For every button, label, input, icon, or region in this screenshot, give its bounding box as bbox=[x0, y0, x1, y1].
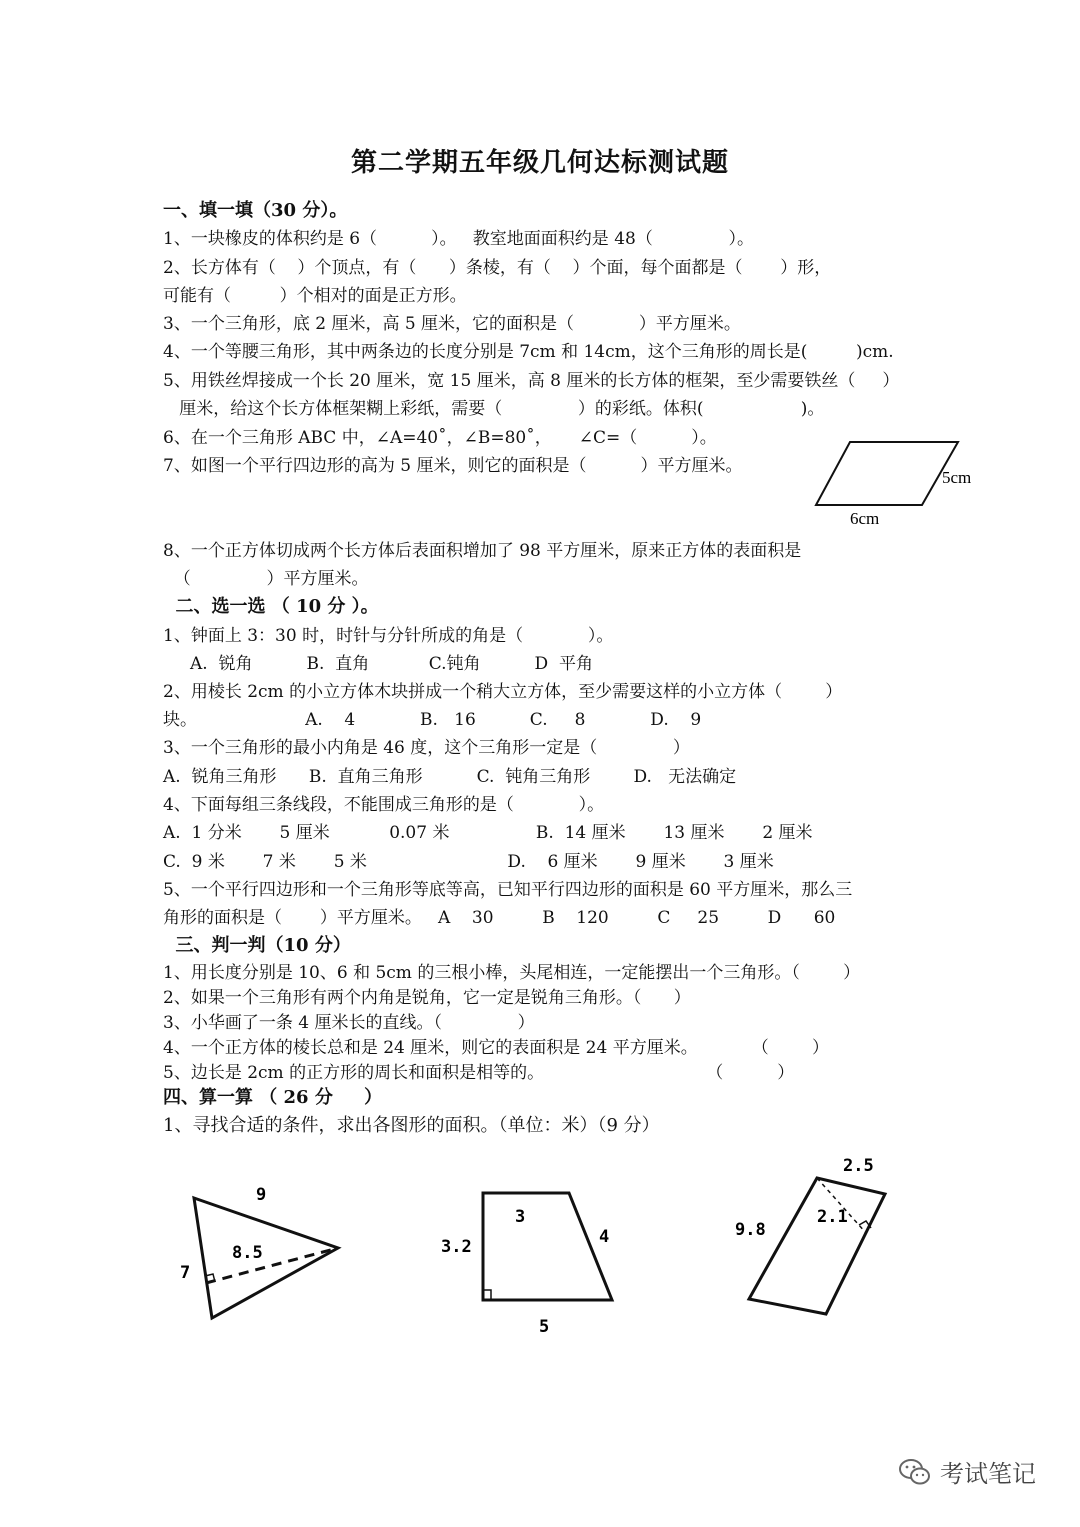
s1-q7: 7、如图一个平行四边形的高为 5 厘米，则它的面积是（ ）平方厘米。 bbox=[163, 456, 743, 476]
wechat-icon bbox=[898, 1458, 932, 1486]
triangle-top-label: 9 bbox=[256, 1185, 267, 1205]
s1-q1: 1、一块橡皮的体积约是 6（ ）。 教室地面面积约是 48（ ）。 bbox=[163, 229, 754, 249]
parallelogram2-figure bbox=[725, 1148, 900, 1323]
s3-q3: 3、小华画了一条 4 厘米长的直线。（ ） bbox=[163, 1013, 535, 1033]
parallelogram2-left-label: 9.8 bbox=[735, 1220, 766, 1240]
s2-q1: 1、钟面上 3：30 时，时针与分针所成的角是（ ）。 bbox=[163, 626, 614, 646]
s1-q2a: 2、长方体有（ ）个顶点，有（ ）条棱，有（ ）个面，每个面都是（ ）形， bbox=[163, 258, 832, 278]
parallelogram2-height-label: 2.1 bbox=[817, 1207, 848, 1227]
trapezoid-top-label: 3 bbox=[515, 1207, 526, 1227]
s2-q5a: 5、一个平行四边形和一个三角形等底等高，已知平行四边形的面积是 60 平方厘米，那么三 bbox=[163, 880, 853, 900]
s1-q8b: （ ）平方厘米。 bbox=[163, 569, 369, 589]
trapezoid-left-label: 3.2 bbox=[441, 1237, 472, 1257]
s2-q2a: 2、用棱长 2cm 的小立方体木块拼成一个稍大立方体，至少需要这样的小立方体（ ） bbox=[163, 682, 843, 702]
s1-q5a: 5、用铁丝焊接成一个长 20 厘米，宽 15 厘米，高 8 厘米的长方体的框架，至少需要铁丝（ ） bbox=[163, 371, 900, 391]
s2-q1-options: A. 锐角 B. 直角 C.钝角 D 平角 bbox=[163, 654, 593, 674]
s4-q1: 1、寻找合适的条件，求出各图形的面积。（单位：米）（9 分） bbox=[163, 1115, 660, 1136]
parallelogram-base-label: 6cm bbox=[850, 509, 880, 528]
watermark-text: 考试笔记 bbox=[940, 1460, 1036, 1488]
page-title: 第二学期五年级几何达标测试题 bbox=[350, 148, 729, 178]
s2-q3-options: A. 锐角三角形 B. 直角三角形 C. 钝角三角形 D. 无法确定 bbox=[163, 767, 737, 787]
s3-q1: 1、用长度分别是 10、6 和 5cm 的三根小棒，头尾相连，一定能摆出一个三角形。（ ） bbox=[163, 963, 861, 983]
section-2-header: 二、选一选 （ 10 分 ）。 bbox=[163, 596, 379, 617]
s3-q2: 2、如果一个三角形有两个内角是锐角，它一定是锐角三角形。（ ） bbox=[163, 988, 691, 1008]
s1-q6: 6、在一个三角形 ABC 中，∠A=40˚，∠B=80˚， ∠C=（ ）。 bbox=[163, 428, 717, 448]
s1-q4: 4、一个等腰三角形，其中两条边的长度分别是 7cm 和 14cm，这个三角形的周长是( )cm. bbox=[163, 342, 894, 362]
s2-q4: 4、下面每组三条线段，不能围成三角形的是（ ）。 bbox=[163, 795, 605, 815]
parallelogram2-top-label: 2.5 bbox=[843, 1156, 874, 1176]
s2-q3: 3、一个三角形的最小内角是 46 度，这个三角形一定是（ ） bbox=[163, 738, 690, 758]
s3-q4: 4、一个正方体的棱长总和是 24 厘米，则它的表面积是 24 平方厘米。 （ ） bbox=[163, 1038, 829, 1058]
triangle-height-label: 8.5 bbox=[232, 1243, 263, 1263]
s2-q4-options-cd: C. 9 米 7 米 5 米 D. 6 厘米 9 厘米 3 厘米 bbox=[163, 852, 774, 872]
trapezoid-bottom-label: 5 bbox=[539, 1317, 550, 1337]
s1-q8a: 8、一个正方体切成两个长方体后表面积增加了 98 平方厘米，原来正方体的表面积是 bbox=[163, 541, 802, 561]
trapezoid-figure bbox=[435, 1180, 635, 1345]
parallelogram-shape bbox=[816, 442, 958, 505]
s1-q5b: 厘米，给这个长方体框架糊上彩纸，需要（ ）的彩纸。体积( )。 bbox=[163, 399, 825, 419]
section-1-header: 一、填一填（30 分）。 bbox=[163, 200, 348, 221]
trapezoid-right-label: 4 bbox=[599, 1227, 610, 1247]
s1-q3: 3、一个三角形，底 2 厘米，高 5 厘米，它的面积是（ ）平方厘米。 bbox=[163, 314, 741, 334]
s3-q5: 5、边长是 2cm 的正方形的周长和面积是相等的。 （ ） bbox=[163, 1063, 795, 1083]
triangle-height-dashed bbox=[206, 1248, 338, 1283]
s2-q4-options-ab: A. 1 分米 5 厘米 0.07 米 B. 14 厘米 13 厘米 2 厘米 bbox=[163, 823, 813, 843]
s2-q5b: 角形的面积是（ ）平方厘米。 A 30 B 120 C 25 D 60 bbox=[163, 908, 836, 928]
section-3-header: 三、判一判（10 分） bbox=[163, 935, 351, 956]
watermark bbox=[898, 1454, 1036, 1489]
section-4-header: 四、算一算 （ 26 分 ） bbox=[163, 1087, 383, 1108]
triangle-figure bbox=[170, 1180, 360, 1330]
trapezoid-shape bbox=[483, 1193, 612, 1300]
triangle-left-label: 7 bbox=[180, 1263, 191, 1283]
parallelogram-side-label: 5cm bbox=[942, 468, 972, 487]
triangle-shape bbox=[194, 1198, 338, 1318]
parallelogram2-shape bbox=[749, 1178, 885, 1314]
s2-q2b: 块。 A. 4 B. 16 C. 8 D. 9 bbox=[163, 710, 702, 730]
s1-q2b: 可能有（ ）个相对的面是正方形。 bbox=[163, 286, 467, 306]
parallelogram-figure bbox=[810, 435, 1000, 530]
